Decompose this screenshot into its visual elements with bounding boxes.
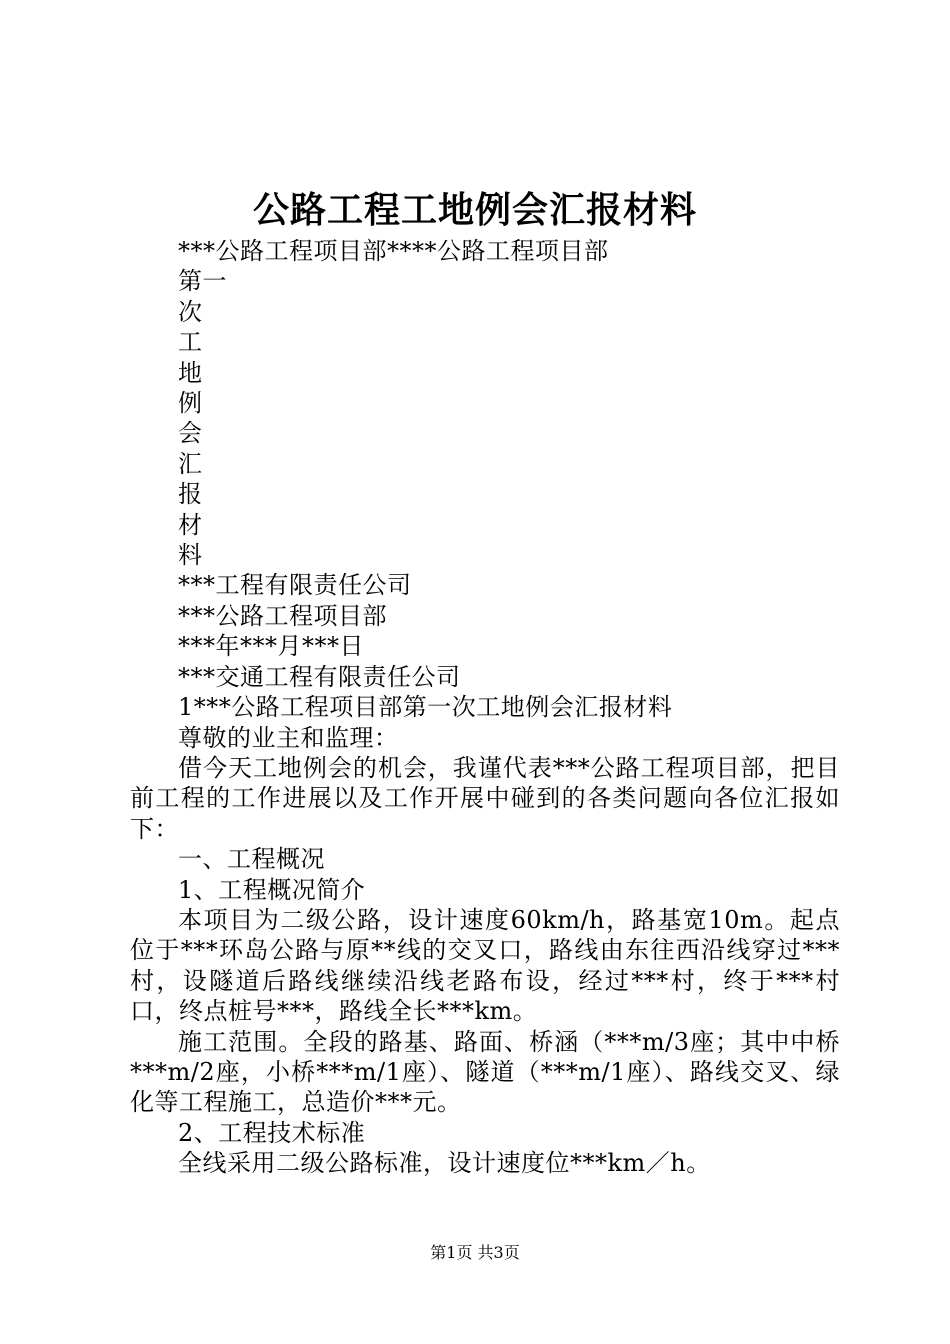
paragraph-standard: 全线采用二级公路标准，设计速度位***km／h。 <box>178 1149 711 1178</box>
date-line: ***年***月***日 <box>178 632 364 661</box>
cover-line: ***公路工程项目部****公路工程项目部 <box>178 237 609 265</box>
cover-line: 例 <box>178 389 203 418</box>
subsection-heading: 2、工程技术标准 <box>178 1118 366 1147</box>
cover-line: 地 <box>178 358 203 387</box>
company-line: ***工程有限责任公司 <box>178 571 412 600</box>
paragraph-overview: 本项目为二级公路，设计速度60km/h，路基宽10m。起点位于***环岛公路与原**线的交叉口，路线由东往西沿线穿过***村，设隧道后路线继续沿线老路布设，经过***村，终于***村口，终点桩号***，路线全长***km。 <box>130 905 840 1026</box>
company-line: ***交通工程有限责任公司 <box>178 662 461 691</box>
document-title: 公路工程工地例会汇报材料 <box>252 189 697 231</box>
report-heading: 1***公路工程项目部第一次工地例会汇报材料 <box>178 693 673 722</box>
cover-line: 次 <box>178 297 203 326</box>
cover-line: 报 <box>178 480 203 509</box>
paragraph-intro: 借今天工地例会的机会，我谨代表***公路工程项目部，把目前工程的工作进展以及工作开展中碰到的各类问题向各位汇报如下： <box>130 753 840 843</box>
page-number: 第1页 共3页 <box>430 1243 520 1262</box>
cover-line: 第一 <box>178 267 227 296</box>
cover-line: 材 <box>178 510 203 539</box>
cover-line: 会 <box>178 419 203 448</box>
section-heading: 一、工程概况 <box>178 845 325 874</box>
cover-line: 料 <box>178 541 203 570</box>
subsection-heading: 1、工程概况简介 <box>178 875 366 904</box>
salutation: 尊敬的业主和监理： <box>178 723 399 752</box>
document-body <box>130 236 840 1179</box>
paragraph-scope: 施工范围。全段的路基、路面、桥涵（***m/3座；其中中桥***m/2座，小桥***m/1座）、隧道（***m/1座）、路线交叉、绿化等工程施工，总造价***元。 <box>130 1027 840 1117</box>
department-line: ***公路工程项目部 <box>178 601 387 630</box>
cover-line: 汇 <box>178 449 203 478</box>
cover-line: 工 <box>178 328 203 357</box>
